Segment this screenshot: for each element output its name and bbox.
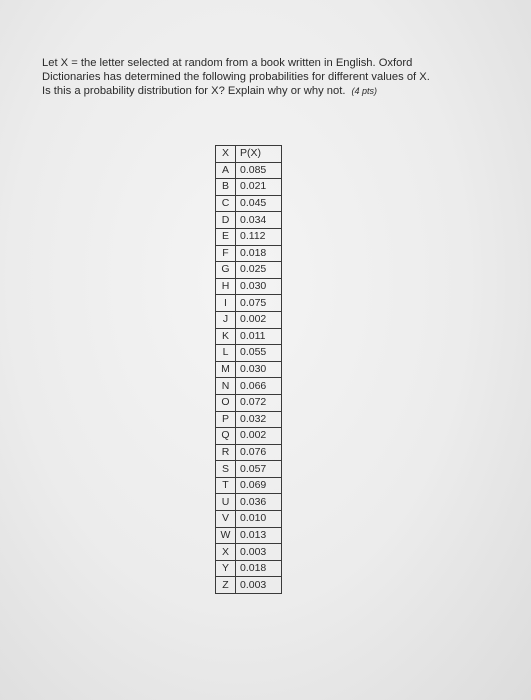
- cell-probability: 0.021: [236, 179, 282, 196]
- table-row: [216, 560, 282, 577]
- cell-probability: 0.036: [236, 494, 282, 511]
- cell-probability: 0.018: [236, 560, 282, 577]
- cell-probability: 0.025: [236, 262, 282, 279]
- cell-letter: D: [216, 212, 236, 229]
- cell-letter: T: [216, 477, 236, 494]
- table-row: [216, 444, 282, 461]
- table-row: [216, 577, 282, 594]
- cell-probability: 0.112: [236, 228, 282, 245]
- question-text: [42, 56, 512, 98]
- table-row: [216, 544, 282, 561]
- table-row: [216, 378, 282, 395]
- table-row: [216, 394, 282, 411]
- cell-letter: Y: [216, 560, 236, 577]
- probability-table-body: [216, 146, 282, 594]
- cell-probability: 0.030: [236, 278, 282, 295]
- question-line-3: [42, 84, 512, 98]
- cell-probability: 0.055: [236, 345, 282, 362]
- cell-letter: W: [216, 527, 236, 544]
- cell-letter: I: [216, 295, 236, 312]
- table-row: [216, 411, 282, 428]
- question-line-1: Let X = the letter selected at random from a book written in English. Oxford: [42, 57, 413, 69]
- header-x: X: [216, 146, 236, 163]
- cell-letter: G: [216, 262, 236, 279]
- cell-probability: 0.011: [236, 328, 282, 345]
- cell-probability: 0.002: [236, 428, 282, 445]
- table-row: [216, 494, 282, 511]
- table-row: [216, 195, 282, 212]
- cell-probability: 0.003: [236, 577, 282, 594]
- header-p: P(X): [236, 146, 282, 163]
- table-row: [216, 295, 282, 312]
- table-row: [216, 511, 282, 528]
- cell-letter: O: [216, 394, 236, 411]
- table-row: [216, 262, 282, 279]
- cell-letter: C: [216, 195, 236, 212]
- cell-letter: J: [216, 311, 236, 328]
- cell-letter: F: [216, 245, 236, 262]
- table-row: [216, 228, 282, 245]
- table-row: [216, 162, 282, 179]
- cell-probability: 0.072: [236, 394, 282, 411]
- cell-letter: V: [216, 511, 236, 528]
- table-row: [216, 245, 282, 262]
- cell-probability: 0.013: [236, 527, 282, 544]
- cell-letter: K: [216, 328, 236, 345]
- probability-table: [215, 145, 282, 594]
- cell-probability: 0.034: [236, 212, 282, 229]
- table-row: [216, 361, 282, 378]
- cell-letter: N: [216, 378, 236, 395]
- cell-letter: L: [216, 345, 236, 362]
- table-row: [216, 179, 282, 196]
- cell-probability: 0.002: [236, 311, 282, 328]
- cell-letter: H: [216, 278, 236, 295]
- points-label: (4 pts): [351, 86, 377, 96]
- table-row: [216, 311, 282, 328]
- cell-letter: R: [216, 444, 236, 461]
- cell-letter: X: [216, 544, 236, 561]
- cell-probability: 0.032: [236, 411, 282, 428]
- table-row: [216, 278, 282, 295]
- cell-probability: 0.003: [236, 544, 282, 561]
- table-row: [216, 212, 282, 229]
- cell-letter: U: [216, 494, 236, 511]
- cell-letter: A: [216, 162, 236, 179]
- cell-probability: 0.018: [236, 245, 282, 262]
- table-row: [216, 477, 282, 494]
- cell-letter: B: [216, 179, 236, 196]
- cell-probability: 0.045: [236, 195, 282, 212]
- question-line-3-text: Is this a probability distribution for X? Explain why or why not.: [42, 85, 346, 97]
- cell-probability: 0.076: [236, 444, 282, 461]
- cell-probability: 0.057: [236, 461, 282, 478]
- cell-letter: Z: [216, 577, 236, 594]
- table-row: [216, 461, 282, 478]
- cell-letter: S: [216, 461, 236, 478]
- cell-probability: 0.066: [236, 378, 282, 395]
- cell-probability: 0.085: [236, 162, 282, 179]
- cell-probability: 0.069: [236, 477, 282, 494]
- question-line-2: Dictionaries has determined the following probabilities for different values of X.: [42, 71, 430, 83]
- cell-probability: 0.030: [236, 361, 282, 378]
- cell-letter: M: [216, 361, 236, 378]
- table-header-row: [216, 146, 282, 163]
- table-row: [216, 345, 282, 362]
- table-row: [216, 428, 282, 445]
- cell-probability: 0.010: [236, 511, 282, 528]
- cell-probability: 0.075: [236, 295, 282, 312]
- cell-letter: Q: [216, 428, 236, 445]
- table-row: [216, 328, 282, 345]
- table-row: [216, 527, 282, 544]
- cell-letter: P: [216, 411, 236, 428]
- cell-letter: E: [216, 228, 236, 245]
